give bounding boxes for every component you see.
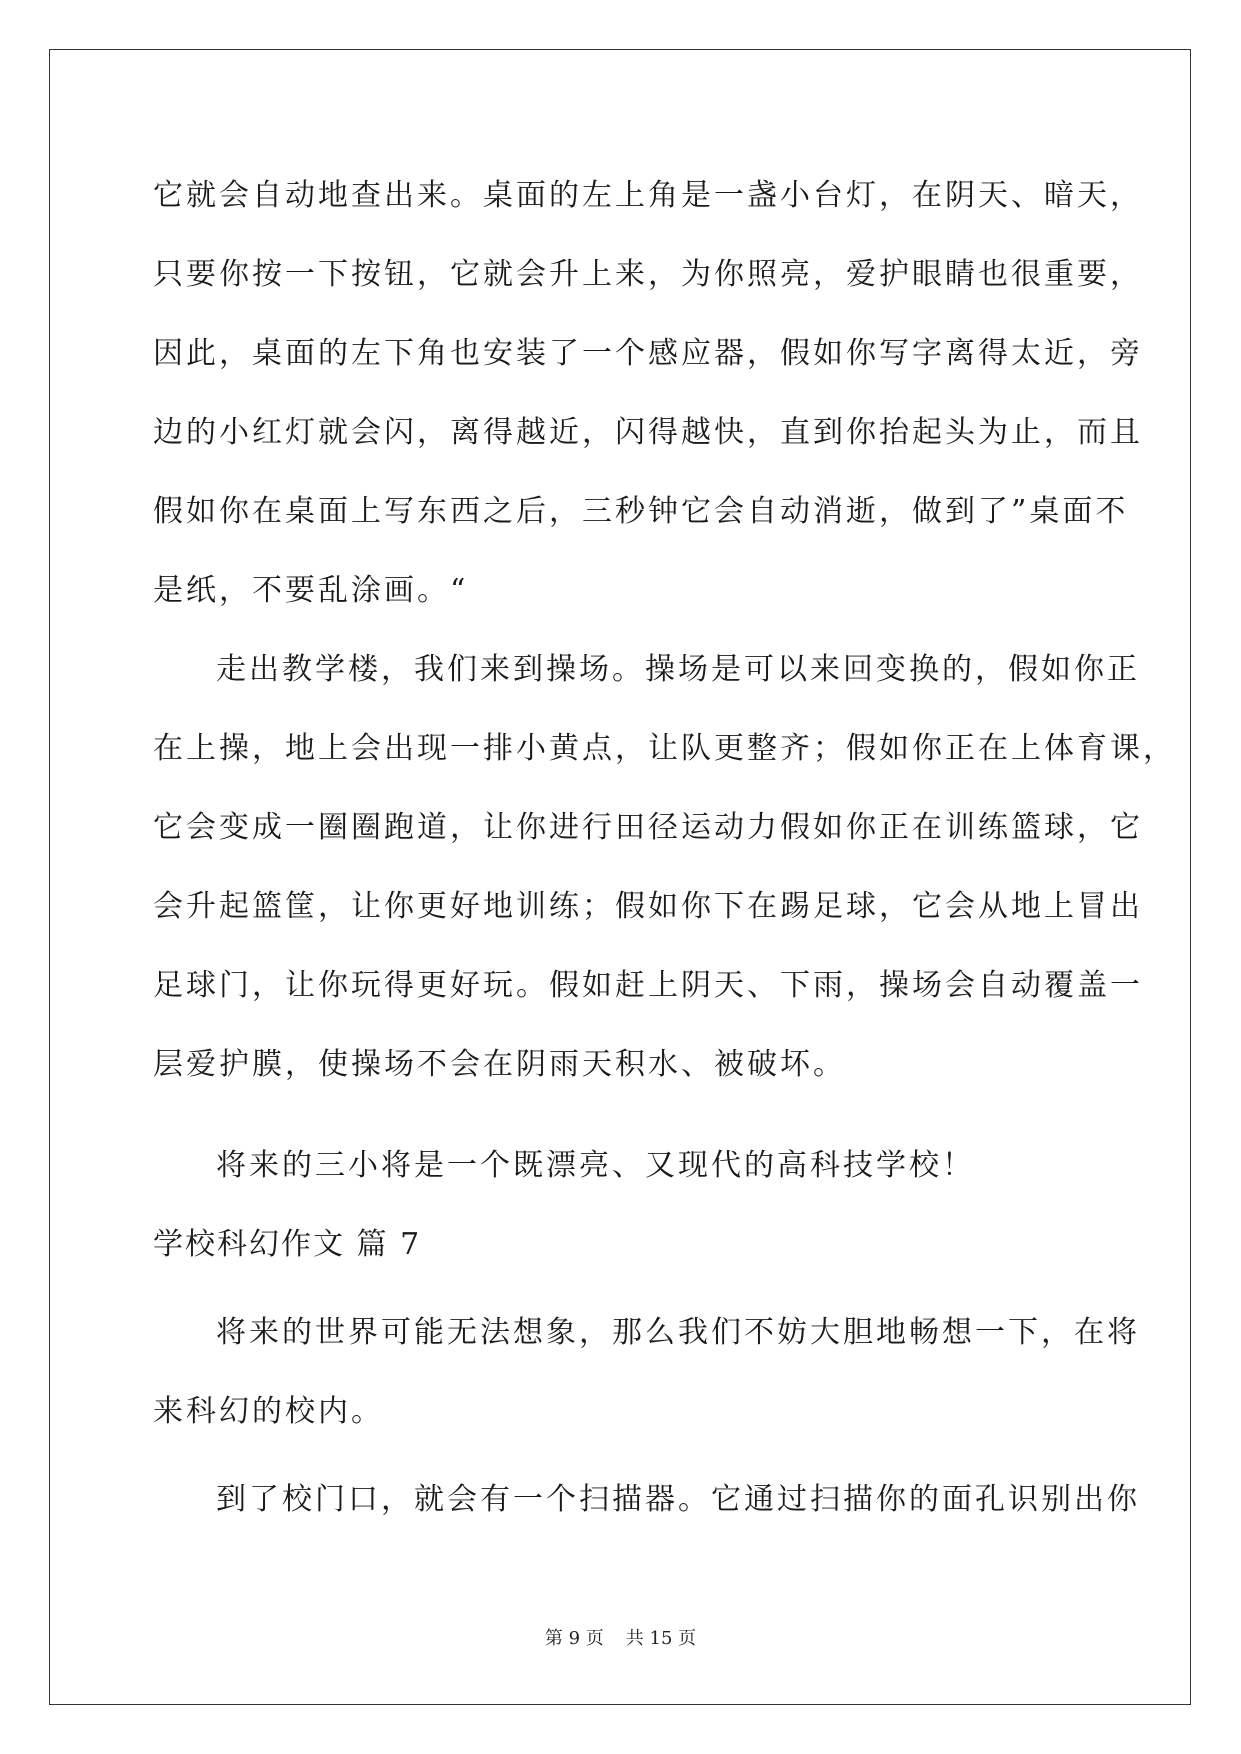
text-line: 是纸，不要乱涂画。“ (153, 573, 469, 608)
text-line: 它就会自动地查出来。桌面的左上角是一盏小台灯，在阴天、暗天， (153, 178, 1143, 213)
text-line: 足球门，让你玩得更好玩。假如赶上阴天、下雨，操场会自动覆盖一 (153, 968, 1143, 1003)
page-border (49, 49, 1191, 1705)
text-line: 只要你按一下按钮，它就会升上来，为你照亮，爱护眼睛也很重要， (153, 257, 1143, 292)
text-line: 假如你在桌面上写东西之后，三秒钟它会自动消逝，做到了”桌面不 (153, 494, 1129, 529)
page-number: 第 9 页 (544, 1628, 604, 1649)
text-line: 来科幻的校内。 (153, 1394, 384, 1429)
paragraph-first-line: 到了校门口，就会有一个扫描器。它通过扫描你的面孔识别出你 (216, 1482, 1140, 1517)
text-line: 在上操，地上会出现一排小黄点，让队更整齐；假如你正在上体育课， (153, 731, 1176, 766)
text-line: 层爱护膜，使操场不会在阴雨天积水、被破坏。 (153, 1047, 846, 1082)
page-footer (0, 1627, 1241, 1651)
text-line: 因此，桌面的左下角也安装了一个感应器，假如你写字离得太近，旁 (153, 336, 1143, 371)
section-heading: 学校科幻作文 篇 7 (153, 1227, 422, 1262)
paragraph-first-line: 将来的三小将是一个既漂亮、又现代的高科技学校！ (216, 1148, 975, 1183)
text-line: 会升起篮筐，让你更好地训练；假如你下在踢足球，它会从地上冒出 (153, 889, 1143, 924)
page-total: 共 15 页 (625, 1628, 697, 1649)
paragraph-first-line: 走出教学楼，我们来到操场。操场是可以来回变换的，假如你正 (216, 652, 1140, 687)
paragraph-first-line: 将来的世界可能无法想象，那么我们不妨大胆地畅想一下，在将 (216, 1315, 1140, 1350)
text-line: 它会变成一圈圈跑道，让你进行田径运动力假如你正在训练篮球，它 (153, 810, 1143, 845)
text-line: 边的小红灯就会闪，离得越近，闪得越快，直到你抬起头为止，而且 (153, 415, 1143, 450)
